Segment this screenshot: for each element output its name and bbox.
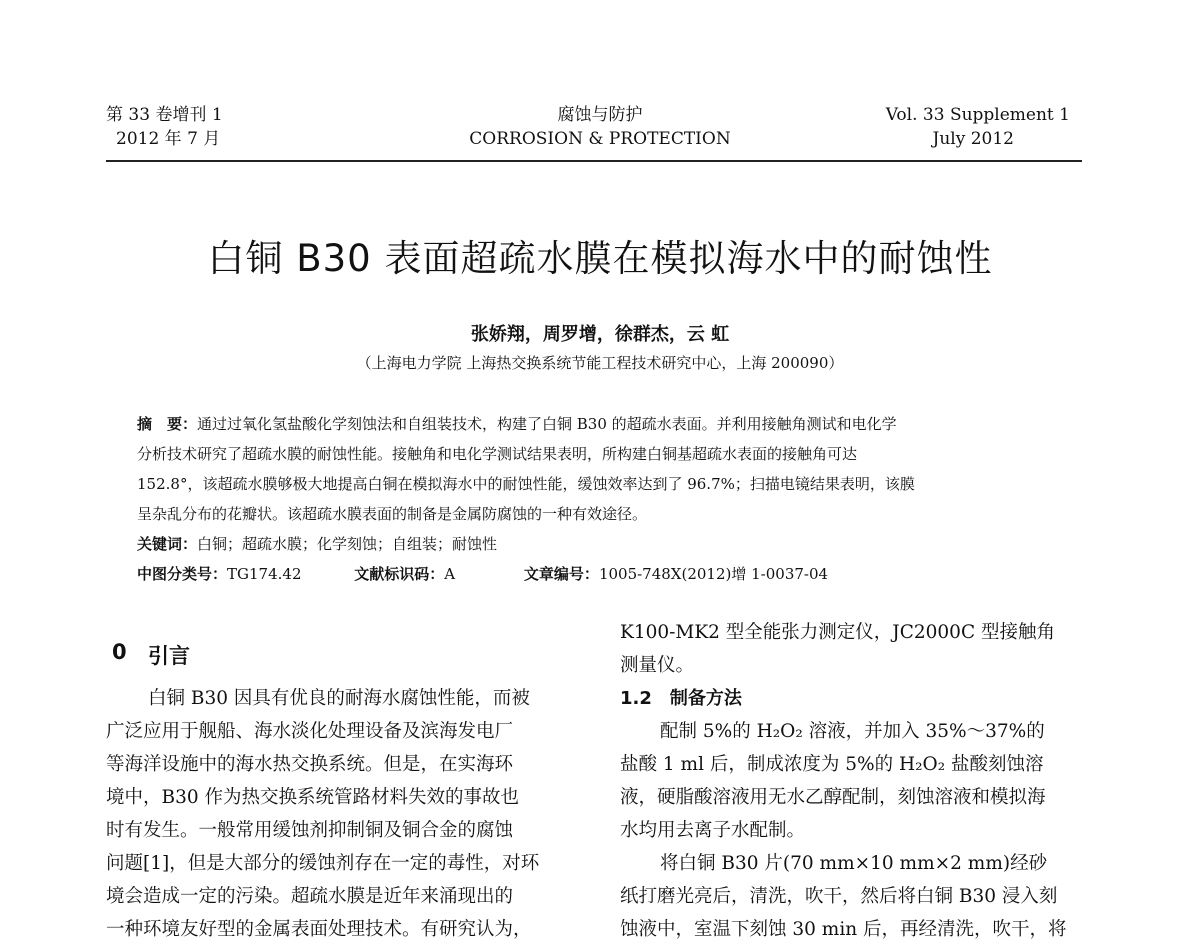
right-line-8: 纸打磨光亮后，清洗，吹干，然后将白铜 B30 浸入刻 (620, 886, 1058, 907)
right-line-3: 配制 5%的 H₂O₂ 溶液，并加入 35%～37%的 (660, 721, 1045, 742)
left-line-8: 一种环境友好型的金属表面处理技术。有研究认为， (106, 919, 532, 940)
section-number: 0 (112, 640, 127, 664)
paper-title: 白铜 B30 表面超疏水膜在模拟海水中的耐蚀性 (207, 237, 993, 280)
abstract-line-1: 摘 要：通过过氧化氢盐酸化学刻蚀法和自组装技术，构建了白铜 B30 的超疏水表面。并利用接触角测试和电化学 (137, 415, 897, 433)
header-date: 2012 年 7 月 (116, 129, 221, 149)
section-title: 引言 (148, 644, 190, 668)
keywords (137, 534, 497, 554)
abstract-line-4: 呈杂乱分布的花瓣状。该超疏水膜表面的制备是金属防腐蚀的一种有效途径。 (137, 505, 648, 523)
left-line-2: 广泛应用于舰船、海水淡化处理设备及滨海发电厂 (106, 721, 514, 742)
right-line-4: 盐酸 1 ml 后，制成浓度为 5%的 H₂O₂ 盐酸刻蚀溶 (620, 754, 1044, 775)
right-line-2: 测量仪。 (620, 655, 695, 676)
right-line-6: 水均用去离子水配制。 (620, 820, 806, 841)
authors: 张娇翔，周罗增，徐群杰，云 虹 (470, 324, 730, 345)
header-volume-en: Vol. 33 Supplement 1 (885, 105, 1070, 125)
left-line-7: 境会造成一定的污染。超疏水膜是近年来涌现出的 (106, 886, 514, 907)
keywords-text: 白铜；超疏水膜；化学刻蚀；自组装；耐蚀性 (197, 535, 498, 553)
left-line-4: 境中，B30 作为热交换系统管路材料失效的事故也 (106, 787, 520, 808)
abstract-line-2: 分析技术研究了超疏水膜的耐蚀性能。接触角和电化学测试结果表明，所构建白铜基超疏水表面的接触角可达 (137, 445, 858, 463)
right-line-5: 液，硬脂酸溶液用无水乙醇配制，刻蚀溶液和模拟海 (620, 787, 1046, 808)
journal-name-cn: 腐蚀与防护 (557, 105, 643, 125)
right-line-1: K100-MK2 型全能张力测定仪，JC2000C 型接触角 (620, 622, 1055, 643)
right-line-7: 将白铜 B30 片(70 mm×10 mm×2 mm)经砂 (660, 853, 1048, 874)
left-line-5: 时有发生。一般常用缓蚀剂抑制铜及铜合金的腐蚀 (106, 820, 514, 841)
affiliation: （上海电力学院 上海热交换系统节能工程技术研究中心，上海 200090） (356, 354, 844, 372)
left-line-6: 问题[1]，但是大部分的缓蚀剂存在一定的毒性，对环 (106, 853, 540, 874)
article-number: 1005-748X(2012)增 1-0037-04 (598, 565, 829, 583)
header-date-en: July 2012 (932, 129, 1014, 149)
abstract-line-3: 152.8°，该超疏水膜够极大地提高白铜在模拟海水中的耐蚀性能，缓蚀效率达到了 96.7%；扫描电镜结果表明，该膜 (137, 475, 915, 493)
keywords-label: 关键词： (137, 535, 198, 553)
abstract-label: 摘 要： (137, 415, 198, 433)
doc-code-value: A (444, 565, 456, 583)
header-volume: 第 33 卷增刊 1 (106, 105, 223, 125)
journal-name-en: CORROSION & PROTECTION (469, 129, 731, 149)
subsection-title: 1.2 制备方法 (620, 688, 742, 709)
clc-value: TG174.42 (227, 565, 302, 583)
left-line-1: 白铜 B30 因具有优良的耐海水腐蚀性能，而被 (148, 688, 530, 709)
left-line-3: 等海洋设施中的海水热交换系统。但是，在实海环 (106, 754, 514, 775)
header-rule (106, 160, 1082, 162)
classification-line: 中图分类号：TG174.42 文献标识码：A 文章编号：1005-748X(2012)增 1-0037-04 (137, 565, 829, 583)
right-line-9: 蚀液中，室温下刻蚀 30 min 后，再经清洗，吹干，将 (620, 919, 1067, 940)
